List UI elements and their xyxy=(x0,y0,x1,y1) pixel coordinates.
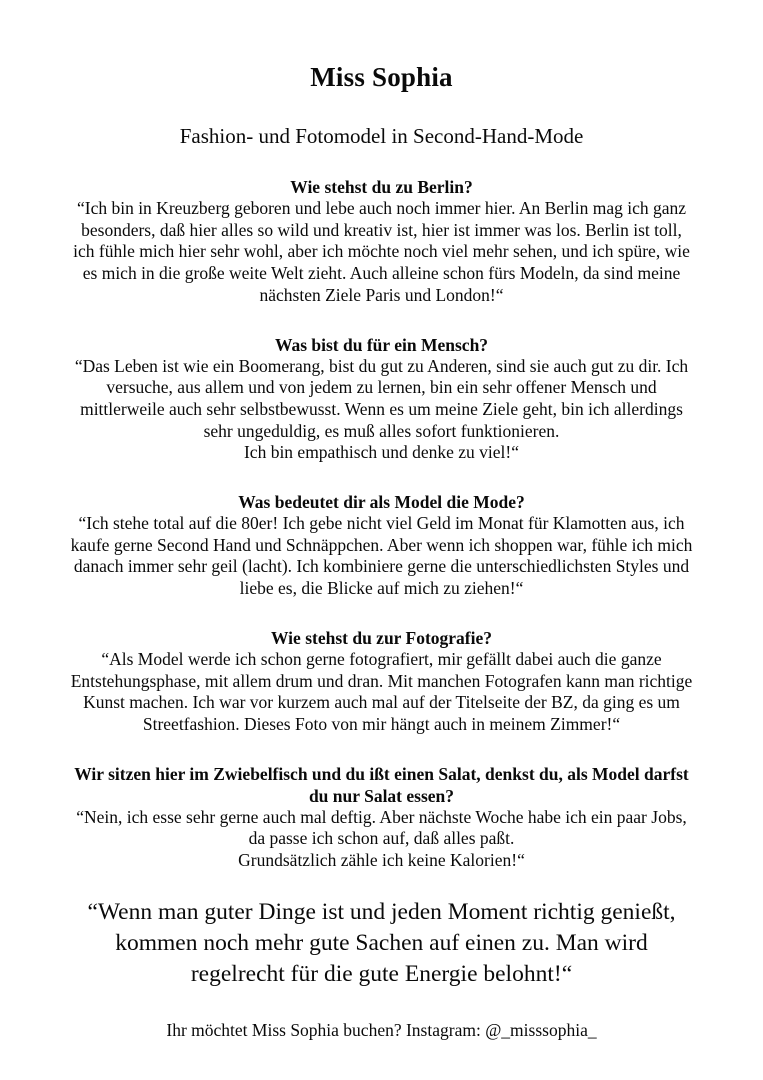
question-heading: Was bist du für ein Mensch? xyxy=(274,334,489,355)
answer-paragraph xyxy=(71,356,693,465)
answer-text-line2: Ich bin empathisch und denke zu viel!“ xyxy=(243,442,520,463)
answer-paragraph xyxy=(71,807,693,872)
qa-section-fotografie xyxy=(71,627,693,736)
question-heading: Wie stehst du zur Fotografie? xyxy=(271,627,492,648)
qa-section-salat xyxy=(71,763,693,872)
answer-text: “Nein, ich esse sehr gerne auch mal deftig. Aber nächste Woche habe ich ein paar Jobs, da passe ich schon auf, daß alles paßt. xyxy=(76,806,687,849)
question-heading: Was bedeutet dir als Model die Mode? xyxy=(238,492,525,513)
pull-quote: “Wenn man guter Dinge ist und jeden Moment richtig genießt, kommen noch mehr gute Sachen auf einen zu. Man wird regelrecht für die gute Energie belohnt!“ xyxy=(87,898,676,987)
answer-paragraph xyxy=(71,513,693,600)
answer-paragraph xyxy=(71,198,693,307)
answer-text: “Ich bin in Kreuzberg geboren und lebe auch noch immer hier. An Berlin mag ich ganz besonders, daß hier alles so wild und kreativ ist, hier ist immer was los. Berlin ist toll, ich fühle mich hier sehr wohl, aber ich möchte noch viel mehr sehen, und ich spüre, wie es mich in die große weite Welt zieht. Auch alleine schon fürs Modeln, da sind meine nächsten Ziele Paris und London!“ xyxy=(73,198,690,305)
answer-text-line2: Grundsätzlich zähle ich keine Kalorien!“ xyxy=(238,850,525,871)
booking-footer: Ihr möchtet Miss Sophia buchen? Instagram: @_misssophia_ xyxy=(166,1019,597,1040)
answer-text: “Als Model werde ich schon gerne fotografiert, mir gefällt dabei auch die ganze Entstehungsphase, mit allem drum und dran. Mit manchen Fotografen kann man richtige Kunst machen. Ich war vor kurzem auch mal auf der Titelseite der BZ, da ging es um Streetfashion. Dieses Foto von mir hängt auch in meinem Zimmer!“ xyxy=(70,648,693,734)
qa-section-mensch xyxy=(71,334,693,465)
document-page xyxy=(71,0,693,1041)
page-title: Miss Sophia xyxy=(310,62,453,92)
qa-section-berlin xyxy=(71,176,693,307)
answer-text: “Das Leben ist wie ein Boomerang, bist du gut zu Anderen, sind sie auch gut zu dir. Ich versuche, aus allem und von jedem zu lernen, bin ein sehr offener Mensch und mittlerweile auch sehr selbstbewusst. Wenn es um meine Ziele geht, bin ich allerdings sehr ungeduldig, es muß alles sofort funktionieren. xyxy=(74,355,689,441)
qa-section-mode xyxy=(71,491,693,600)
page-subtitle: Fashion- und Fotomodel in Second-Hand-Mode xyxy=(179,124,584,148)
answer-paragraph xyxy=(71,649,693,736)
question-heading: Wir sitzen hier im Zwiebelfisch und du ißt einen Salat, denkst du, als Model darfst du nur Salat essen? xyxy=(74,763,689,806)
question-heading: Wie stehst du zu Berlin? xyxy=(290,177,473,197)
answer-text: “Ich stehe total auf die 80er! Ich gebe nicht viel Geld im Monat für Klamotten aus, ich kaufe gerne Second Hand und Schnäppchen. Aber wenn ich shoppen war, fühle ich mich danach immer sehr geil (lacht). Ich kombiniere gerne die unterschiedlichsten Styles und liebe es, die Blicke auf mich zu ziehen!“ xyxy=(70,513,693,599)
